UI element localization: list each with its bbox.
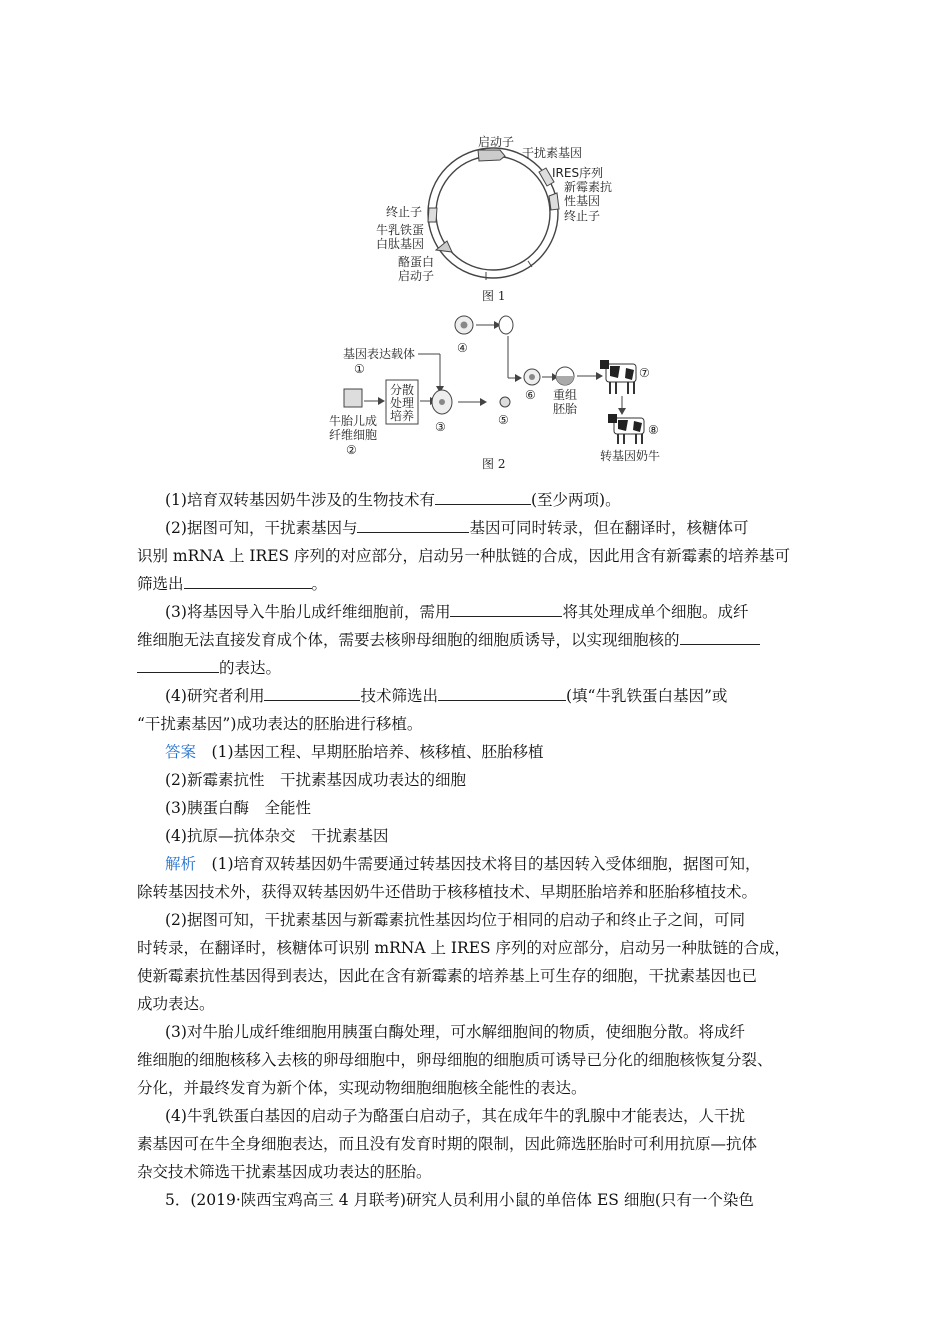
question-4-cont: “干扰素基因”)成功表达的胚胎进行移植。	[137, 715, 423, 733]
question-2-cont: 识别 mRNA 上 IRES 序列的对应部分，启动另一种肽链的合成，因此用含有新霉素的培养基可	[137, 547, 791, 565]
analysis-4: (4)牛乳铁蛋白基因的启动子为酪蛋白启动子，其在成年牛的乳腺中才能表达，人干扰	[165, 1107, 745, 1125]
question-4: (4)研究者利用 技术筛选出 (填“牛乳铁蛋白基因”或	[165, 682, 825, 710]
cow-7-icon	[600, 360, 636, 394]
analysis-tag: 解析	[165, 855, 197, 873]
label-n6: ⑥	[525, 388, 536, 402]
answer-line-3: (3)胰蛋白酶 全能性	[165, 799, 311, 817]
label-n1: ①	[354, 362, 365, 376]
analysis-1: 解析 (1)培育双转基因奶牛需要通过转基因技术将目的基因转入受体细胞，据图可知，	[165, 855, 761, 873]
answer-line-4: (4)抗原—抗体杂交 干扰素基因	[165, 827, 389, 845]
question-1: (1)培育双转基因奶牛涉及的生物技术有 (至少两项)。	[165, 486, 825, 514]
label-embryo-2: 胚胎	[553, 402, 578, 416]
analysis-1-cont: 除转基因技术外，获得双转基因奶牛还借助于核移植技术、早期胚胎培养和胚胎移植技术。	[137, 883, 758, 901]
label-disperse-2: 处理	[390, 396, 415, 410]
analysis-4-cont: 杂交技术筛选干扰素基因成功表达的胚胎。	[137, 1163, 432, 1181]
answer-blank[interactable]	[435, 486, 531, 505]
answer-blank[interactable]	[438, 682, 566, 701]
cow-8-icon	[608, 414, 644, 444]
label-casein-2: 启动子	[398, 269, 435, 283]
question-block	[137, 486, 825, 1214]
question-3-cont: 的表达。	[137, 654, 825, 682]
answer-line-2: (2)新霉素抗性 干扰素基因成功表达的细胞	[165, 771, 466, 789]
answer-blank[interactable]	[450, 598, 562, 617]
label-neo-1: 新霉素抗	[564, 180, 613, 194]
process-diagram	[344, 316, 644, 444]
label-n3: ③	[435, 420, 446, 434]
answer-blank[interactable]	[137, 654, 219, 673]
label-vector: 基因表达载体	[343, 347, 416, 361]
label-neo-2: 性基因	[564, 194, 601, 208]
label-casein-1: 酪蛋白	[398, 255, 435, 269]
label-disperse-3: 培养	[390, 409, 415, 423]
answer-blank[interactable]	[264, 682, 360, 701]
question-2-cont: 筛选出 。	[137, 570, 825, 598]
analysis-2: (2)据图可知，干扰素基因与新霉素抗性基因均位于相同的启动子和终止子之间，可同	[165, 911, 745, 929]
figure1-caption: 图 1	[482, 289, 506, 303]
label-lactoferrin-2: 白肽基因	[376, 237, 425, 251]
label-n2: ②	[346, 443, 357, 457]
answer-line-1: 答案 (1)基因工程、早期胚胎培养、核移植、胚胎移植	[165, 743, 544, 761]
label-terminator-left: 终止子	[386, 205, 423, 219]
label-n5: ⑤	[498, 413, 509, 427]
analysis-3: (3)对牛胎儿成纤维细胞用胰蛋白酶处理，可水解细胞间的物质，使细胞分散。将成纤	[165, 1023, 745, 1041]
label-promoter: 启动子	[478, 135, 515, 149]
label-terminator-right: 终止子	[564, 209, 601, 223]
label-embryo-1: 重组	[553, 388, 578, 402]
next-question: 5．(2019·陕西宝鸡高三 4 月联考)研究人员利用小鼠的单倍体 ES 细胞(只有一个染色	[165, 1191, 754, 1209]
label-interferon-gene: 干扰素基因	[522, 146, 583, 160]
question-3-cont: 维细胞无法直接发育成个体，需要去核卵母细胞的细胞质诱导，以实现细胞核的	[137, 626, 825, 654]
label-lactoferrin-1: 牛乳铁蛋	[376, 223, 425, 237]
question-2: (2)据图可知，干扰素基因与 基因可同时转录，但在翻译时，核糖体可	[165, 514, 825, 542]
label-n7: ⑦	[639, 366, 650, 380]
label-n8: ⑧	[648, 423, 659, 437]
analysis-2-cont: 成功表达。	[137, 995, 215, 1013]
label-fibro-2: 纤维细胞	[329, 428, 378, 442]
plasmid-diagram	[428, 148, 559, 280]
answer-blank[interactable]	[680, 626, 760, 645]
figures	[0, 0, 950, 480]
label-n4: ④	[457, 341, 468, 355]
answer-blank[interactable]	[184, 570, 312, 589]
analysis-2-cont: 使新霉素抗性基因得到表达，因此在含有新霉素的培养基上可生存的细胞，干扰素基因也已	[137, 967, 758, 985]
analysis-3-cont: 分化，并最终发育为新个体，实现动物细胞细胞核全能性的表达。	[137, 1079, 587, 1097]
label-disperse-1: 分散	[390, 383, 415, 397]
figure2-caption: 图 2	[482, 457, 506, 471]
analysis-3-cont: 维细胞的细胞核移入去核的卵母细胞中，卵母细胞的细胞质可诱导已分化的细胞核恢复分裂、	[137, 1051, 773, 1069]
analysis-4-cont: 素基因可在牛全身细胞表达，而且没有发育时期的限制，因此筛选胚胎时可利用抗原—抗体	[137, 1135, 758, 1153]
answer-tag: 答案	[165, 743, 197, 761]
label-ires: IRES序列	[552, 166, 604, 180]
question-3: (3)将基因导入牛胎儿成纤维细胞前，需用 将其处理成单个细胞。成纤	[165, 598, 825, 626]
figure-svg	[0, 0, 950, 480]
analysis-2-cont: 时转录，在翻译时，核糖体可识别 mRNA 上 IRES 序列的对应部分，启动另一种肽链的合成，	[137, 939, 791, 957]
answer-blank[interactable]	[357, 514, 469, 533]
label-fibro-1: 牛胎儿成	[329, 414, 378, 428]
label-transgenic-cow: 转基因奶牛	[600, 449, 661, 463]
